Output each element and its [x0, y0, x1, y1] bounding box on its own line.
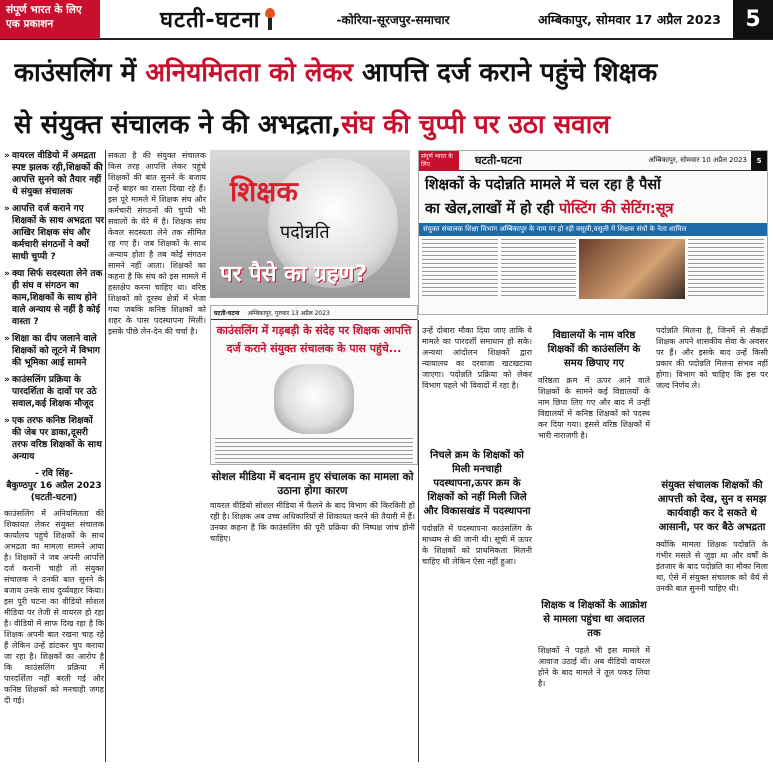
subheading-court: शिक्षक व शिक्षकों के आक्रोश से मामला पहुंचा था अदालत तक	[541, 600, 647, 639]
headline-highlight: संघ की चुप्पी पर उठा सवाल	[341, 110, 610, 140]
clipping-logo: घटती-घटना	[475, 154, 522, 167]
issue-date: अम्बिकापुर, सोमवार 17 अप्रैल 2023	[538, 11, 721, 27]
subheading-schools-hidden: विद्यालयों के नाम वरिष्ठ शिक्षकों की काउंसलिंग के समय छिपाए गए	[547, 330, 641, 369]
region-tag: -कोरिया-सूरजपुर-समाचार	[336, 12, 450, 27]
highlight-item: » शिक्षा का दीप जलाने वाले शिक्षकों को लूटने में विभाग की भूमिका आई सामने	[4, 333, 104, 369]
headline-part: से संयुक्त संचालक ने की अभद्रता,	[14, 110, 342, 140]
right-body-c2: क्योंकि मामला शिक्षक पदोन्नति के गंभीर मसले से जुड़ा था और वर्षों के इंतजार के बाद पदोन्नति का मौका मिला था, ऐसे में संयुक्त संचालक को धैर्य से उनकी बात सुननी चाहिए थी।	[656, 540, 768, 593]
image-word-teacher: शिक्षक	[230, 175, 298, 208]
clipping-photo	[579, 239, 685, 299]
highlight-item: » क्या सिर्फ सदस्यता लेने तक ही संघ व संगठन का काम,शिक्षकों के साथ होने वाले अन्याय से नहीं है कोई वास्ता ?	[4, 268, 104, 328]
mid-body-text: वायरल वीडियो सोशल मीडिया में फैलने के बाद विभाग की किरकिरी हो रही है। शिक्षक अब उच्च अधिकारियों से शिकायत करने की तैयारी में हैं। उनका कहना है कि काउंसलिंग की पूरी प्रक्रिया की निष्पक्ष जांच होनी चाहिए।	[210, 501, 415, 543]
clipping-masthead	[419, 151, 767, 171]
clipping-2-date: अम्बिकापुर, गुरुवार 13 अप्रैल 2023	[247, 309, 330, 317]
clipping-2-text	[215, 438, 413, 465]
highlight-item: » काउंसलिंग प्रक्रिया के पारदर्शिता के दावों पर उठे सवाल,कई शिक्षक मौजूद	[4, 374, 104, 410]
clipping-page: 5	[751, 151, 767, 171]
headline-part: काउंसलिंग में	[14, 58, 146, 88]
clipping-tag: संपूर्ण भारत के लिए	[419, 151, 459, 171]
article-image	[210, 150, 410, 298]
logo-text: घटती-घटना	[160, 8, 261, 33]
right-body-b: वरिष्ठता क्रम में ऊपर आने वाले शिक्षकों के सामने कई विद्यालयों के नाम छिपा लिए गए और बाद में उन्हीं विद्यालयों में कनिष्ठ शिक्षकों को पदस्थ कर दिया गया। इससे वरिष्ठ शिक्षकों में भारी नाराजगी है।	[538, 376, 650, 440]
highlights-column	[4, 150, 104, 723]
right-column-a	[422, 325, 532, 743]
clipping-2-photo	[274, 364, 354, 434]
clipping-text-block	[688, 239, 764, 299]
clipping-date: अम्बिकापुर, सोमवार 10 अप्रैल 2023	[648, 156, 747, 164]
highlight-item: » वायरल वीडियो में अमद्रता स्पष्ट झलक रही,शिक्षकों की आपत्ति सुनने को तैयार नहीं थे संयुक्त संचालक	[4, 150, 104, 198]
article-body-col2: सकता है की संयुक्त संचालक किस तरह आपत्ति लेकर पहुंचे शिक्षकों की बात सुनने के बजाय उन्हें बाहर का रास्ता दिखा रहे हैं। इस पूरे मामले में शिक्षक संघ और कर्मचारी संगठनों की चुप्पी भी सवालों के घेरे में है। शिक्षक संघ केवल सदस्यता लेने तक सीमित रह गए हैं। जब शिक्षकों के साथ अन्याय होता है तब कोई संगठन सामने नहीं आता। शिक्षकों का कहना है कि संघ को इस मामले में हस्तक्षेप करना चाहिए था। वरिष्ठ शिक्षकों को दूरस्थ क्षेत्रों में भेजा गया जबकि कनिष्ठ शिक्षकों को शहर के पास पदस्थापना मिली। इसके पीछे लेन-देन की चर्चा है।	[108, 151, 206, 336]
right-body-a: उन्हें दोबारा मौका दिया जाए ताकि वे मामले का पारदर्शी समाधान हो सके। अन्यथा आंदोलन शिक्षकों द्वारा न्यायालय का दरवाजा खटखटाया जाएगा। पदोन्नति प्रक्रिया को लेकर विभाग पहले भी विवादों में रहा है।	[422, 326, 532, 390]
byline-source: (घटती-घटना)	[30, 493, 78, 503]
newspaper-logo	[160, 4, 276, 34]
torch-icon	[264, 8, 276, 30]
article-body-mid	[210, 500, 415, 762]
clipping-headline-highlight: पोस्टिंग की सेटिंग:सूत्र	[559, 201, 674, 217]
subheading-joint-director: संयुक्त संचालक शिक्षकों की आपत्ती को देख, सुन व समझ कार्यवाही कर दे सकते थे आसानी, पर कर बैठे अभद्रता	[657, 480, 767, 533]
article-body-col1: काउंसलिंग में अनियमितता की शिकायत लेकर संयुक्त संचालक कार्यालय पहुंचे शिक्षकों के साथ अभद्रता का मामला सामने आया है। शिक्षकों ने जब अपनी आपत्ति दर्ज करानी चाही तो संयुक्त संचालक ने उनकी बात सुनने के बजाय उनके साथ दुर्व्यवहार किया। इस पूरी घटना का वीडियो सोशल मीडिया पर तेजी से वायरल हो रहा है। वीडियो में साफ दिख रहा है कि शिक्षक अपनी बात रखना चाह रहे हैं लेकिन उन्हें डांटकर चुप कराया जा रहा है। शिक्षकों का आरोप है कि काउंसलिंग प्रक्रिया में पारदर्शिता नहीं बरती गई और कनिष्ठ शिक्षकों को मनचाही जगह दी गई।	[4, 509, 104, 705]
clipping-headline-line: शिक्षकों के पदोन्नति मामले में चल रहा है पैसों	[425, 177, 661, 193]
clipping-2-masthead	[211, 306, 417, 320]
headline-highlight: अनियमितता को लेकर	[145, 58, 353, 88]
right-column-c	[656, 325, 768, 739]
subheading-social-media: सोशल मीडिया में बदनाम हुए संचालक का मामला को उठाना होगा कारण	[211, 471, 414, 497]
byline-author: - रवि सिंह-	[35, 469, 73, 479]
right-body-c: पदोन्नति मिलना है, जिनमें से सैकड़ों शिक्षक अपने शासकीय सेवा के अवसर पर हैं। और इसके बाद उन्हें किसी प्रकार की पदोन्नति मिलना संभव नहीं होगा। विभाग को चाहिए कि इस पर जल्द निर्णय ले।	[656, 326, 768, 390]
column-divider	[105, 150, 106, 762]
highlight-item: » आपत्ति दर्ज कराने गए शिक्षकों के साथ अभद्रता पर आखिर शिक्षक संघ और कर्मचारी संगठनों ने क्यों साधी चुप्पी ?	[4, 203, 104, 263]
clipping-text-block	[501, 239, 577, 299]
highlight-item: » एक तरफ कनिष्ठ शिक्षकों की जेब पर डाका,दूसरी तरफ वरिष्ठ शिक्षकों के साथ अन्याय	[4, 415, 104, 463]
page-number: 5	[733, 0, 773, 39]
clipping-headline-line: का खेल,लाखों में हो रही	[425, 201, 560, 217]
column-divider	[418, 320, 419, 762]
headline-part: आपत्ति दर्ज कराने पहुंचे शिक्षक	[353, 58, 658, 88]
subheading-postings: निचले क्रम के शिक्षकों को मिली मनचाही पदस्थापना,ऊपर क्रम के शिक्षकों को नहीं मिली जिले और विकासखंड में पदस्थापना	[423, 450, 531, 517]
headline-line-1	[14, 48, 762, 100]
clipping-2-headline: काउंसलिंग में गड़बड़ी के संदेह पर शिक्षक आपत्ति दर्ज कराने संयुक्त संचालक के पास पहुंचे...	[216, 324, 412, 355]
masthead-tagline: संपूर्ण भारत के लिए एक प्रकाशन	[0, 0, 100, 39]
embedded-clipping-1	[418, 150, 768, 315]
byline-place: बैकुण्ठपुर 16 अप्रैल 2023	[6, 481, 102, 491]
main-headline	[14, 48, 762, 152]
headline-line-2	[14, 100, 762, 152]
byline	[4, 468, 104, 504]
right-body-b2: शिक्षकों ने पहले भी इस मामले में आवाज उठाई थी। अब वीडियो वायरल होने के बाद मामले ने तूल पकड़ लिया है।	[538, 646, 650, 688]
clipping-headline	[419, 171, 767, 223]
clipping-strap: संयुक्त संचालक शिक्षा विभाग अम्बिकापुर के नाम पर हो रही वसूली,वसूली में शिक्षक संघों के नेता शामिल	[419, 223, 767, 236]
clipping-columns	[419, 236, 767, 302]
clipping-text-block	[422, 239, 498, 299]
article-column-2	[108, 150, 206, 762]
image-word-caption: पर पैसे का ग्रहण?	[220, 262, 368, 287]
image-word-promotion: पदोन्नति	[280, 222, 330, 243]
embedded-clipping-2	[210, 305, 418, 465]
clipping-2-logo: घटती-घटना	[214, 309, 240, 317]
masthead	[0, 0, 773, 40]
right-column-b	[538, 325, 650, 755]
right-body-a2: पदोन्नति में पदस्थापना काउंसलिंग के माध्यम से की जानी थी। सूची में ऊपर के शिक्षकों को प्राथमिकता मिलनी चाहिए थी लेकिन ऐसा नहीं हुआ।	[422, 524, 532, 566]
